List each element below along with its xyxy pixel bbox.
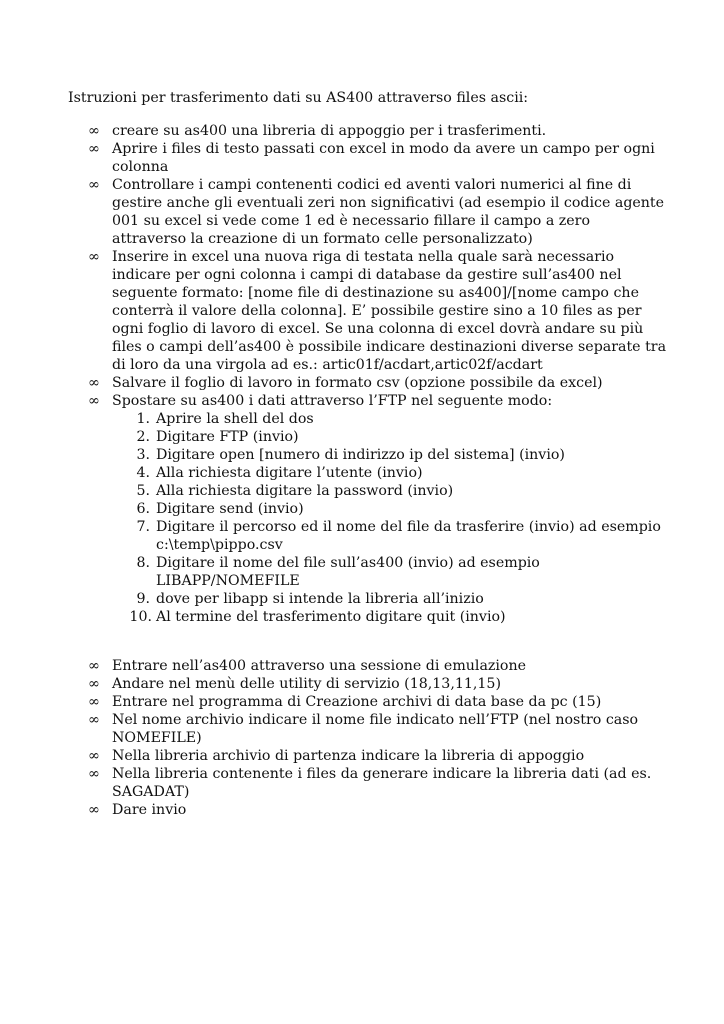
step-item [132,590,668,608]
infinity-bullet-icon: ∞ [88,249,100,265]
step-item [132,500,668,518]
step-text: Alla richiesta digitare la password (invio) [156,483,454,499]
list-item-text: Entrare nell’as400 attraverso una sessione di emulazione [112,658,527,674]
list-item [88,657,668,675]
step-number: 3. [136,447,150,463]
step-text: Digitare FTP (invio) [156,429,299,445]
step-number: 5. [136,483,150,499]
step-text: Alla richiesta digitare l’utente (invio) [156,465,423,481]
list-item [88,801,668,819]
step-item [132,554,668,590]
step-number: 2. [136,429,150,445]
step-text: Digitare send (invio) [156,501,304,517]
infinity-bullet-icon: ∞ [88,694,100,710]
infinity-bullet-icon: ∞ [88,658,100,674]
step-number: 7. [136,519,150,535]
infinity-bullet-icon: ∞ [88,375,100,391]
list-item [88,248,668,374]
list-item-text: Nella libreria archivio di partenza indicare la libreria di appoggio [112,748,585,764]
list-item [88,765,668,801]
infinity-bullet-icon: ∞ [88,141,100,157]
list-item [88,122,668,140]
list-item [88,176,668,248]
infinity-bullet-icon: ∞ [88,712,100,728]
list-item-text: Dare invio [112,802,187,818]
list-item-text: creare su as400 una libreria di appoggio per i trasferimenti. [112,123,547,139]
infinity-bullet-icon: ∞ [88,748,100,764]
infinity-bullet-icon: ∞ [88,802,100,818]
step-number: 8. [136,555,150,571]
list-item-text: Salvare il foglio di lavoro in formato csv (opzione possibile da excel) [112,375,603,391]
step-item [132,428,668,446]
step-text: Aprire la shell del dos [156,411,314,427]
list-item-text: Spostare su as400 i dati attraverso l’FTP nel seguente modo: [112,393,553,409]
infinity-bullet-icon: ∞ [88,766,100,782]
step-text: Digitare il percorso ed il nome del file da trasferire (invio) ad esempio c:\temp\pippo.csv [156,519,661,553]
instruction-list-part-2 [88,657,668,819]
infinity-bullet-icon: ∞ [88,177,100,193]
list-item-text: Entrare nel programma di Creazione archivi di data base da pc (15) [112,694,602,710]
step-number: 10. [129,609,152,625]
intro-heading: Istruzioni per trasferimento dati su AS400 attraverso files ascii: [68,90,529,106]
step-number: 1. [136,411,150,427]
list-item-text: Nella libreria contenente i files da generare indicare la libreria dati (ad es. SAGADAT) [112,766,652,800]
step-text: dove per libapp si intende la libreria all’inizio [156,591,484,607]
step-item [132,410,668,428]
list-item [88,675,668,693]
list-item [88,140,668,176]
list-item [88,392,668,626]
step-text: Al termine del trasferimento digitare quit (invio) [156,609,506,625]
list-item-text: Nel nome archivio indicare il nome file indicato nell’FTP (nel nostro caso NOMEFILE) [112,712,639,746]
step-item [132,446,668,464]
ftp-steps-list [129,410,668,626]
list-item [88,711,668,747]
step-text: Digitare il nome del file sull’as400 (invio) ad esempio LIBAPP/NOMEFILE [156,555,540,589]
infinity-bullet-icon: ∞ [88,123,100,139]
list-item-text: Inserire in excel una nuova riga di testata nella quale sarà necessario indicare per ogni colonna i campi di database da gestire sull’as400 nel seguente formato: [nome file di destinazione su as400]/[nome campo che conterrà il valore della colonna]. E’ possibile gestire sino a 10 files as per ogni foglio di lavoro di excel. Se una colonna di excel dovrà andare su più files o campi dell’as400 è possibile indicare destinazioni diverse separate tra di loro da una virgola ad es.: artic01f/acdart,artic02f/acdart [112,249,667,373]
list-item-text: Controllare i campi contenenti codici ed aventi valori numerici al fine di gestire anche gli eventuali zeri non significativi (ad esempio il codice agente 001 su excel si vede come 1 ed è necessario fillare il campo a zero attraverso la creazione di un formato celle personalizzato) [112,177,665,247]
list-item-text: Andare nel menù delle utility di servizio (18,13,11,15) [112,676,501,692]
step-item [129,608,668,626]
infinity-bullet-icon: ∞ [88,676,100,692]
step-item [132,482,668,500]
step-text: Digitare open [numero di indirizzo ip del sistema] (invio) [156,447,565,463]
list-item-text: Aprire i files di testo passati con excel in modo da avere un campo per ogni colonna [112,141,655,175]
step-number: 6. [136,501,150,517]
step-item [132,518,668,554]
step-number: 4. [136,465,150,481]
step-number: 9. [136,591,150,607]
infinity-bullet-icon: ∞ [88,393,100,409]
step-item [132,464,668,482]
instruction-list-part-1 [88,122,668,626]
list-item [88,374,668,392]
list-item [88,693,668,711]
list-item [88,747,668,765]
